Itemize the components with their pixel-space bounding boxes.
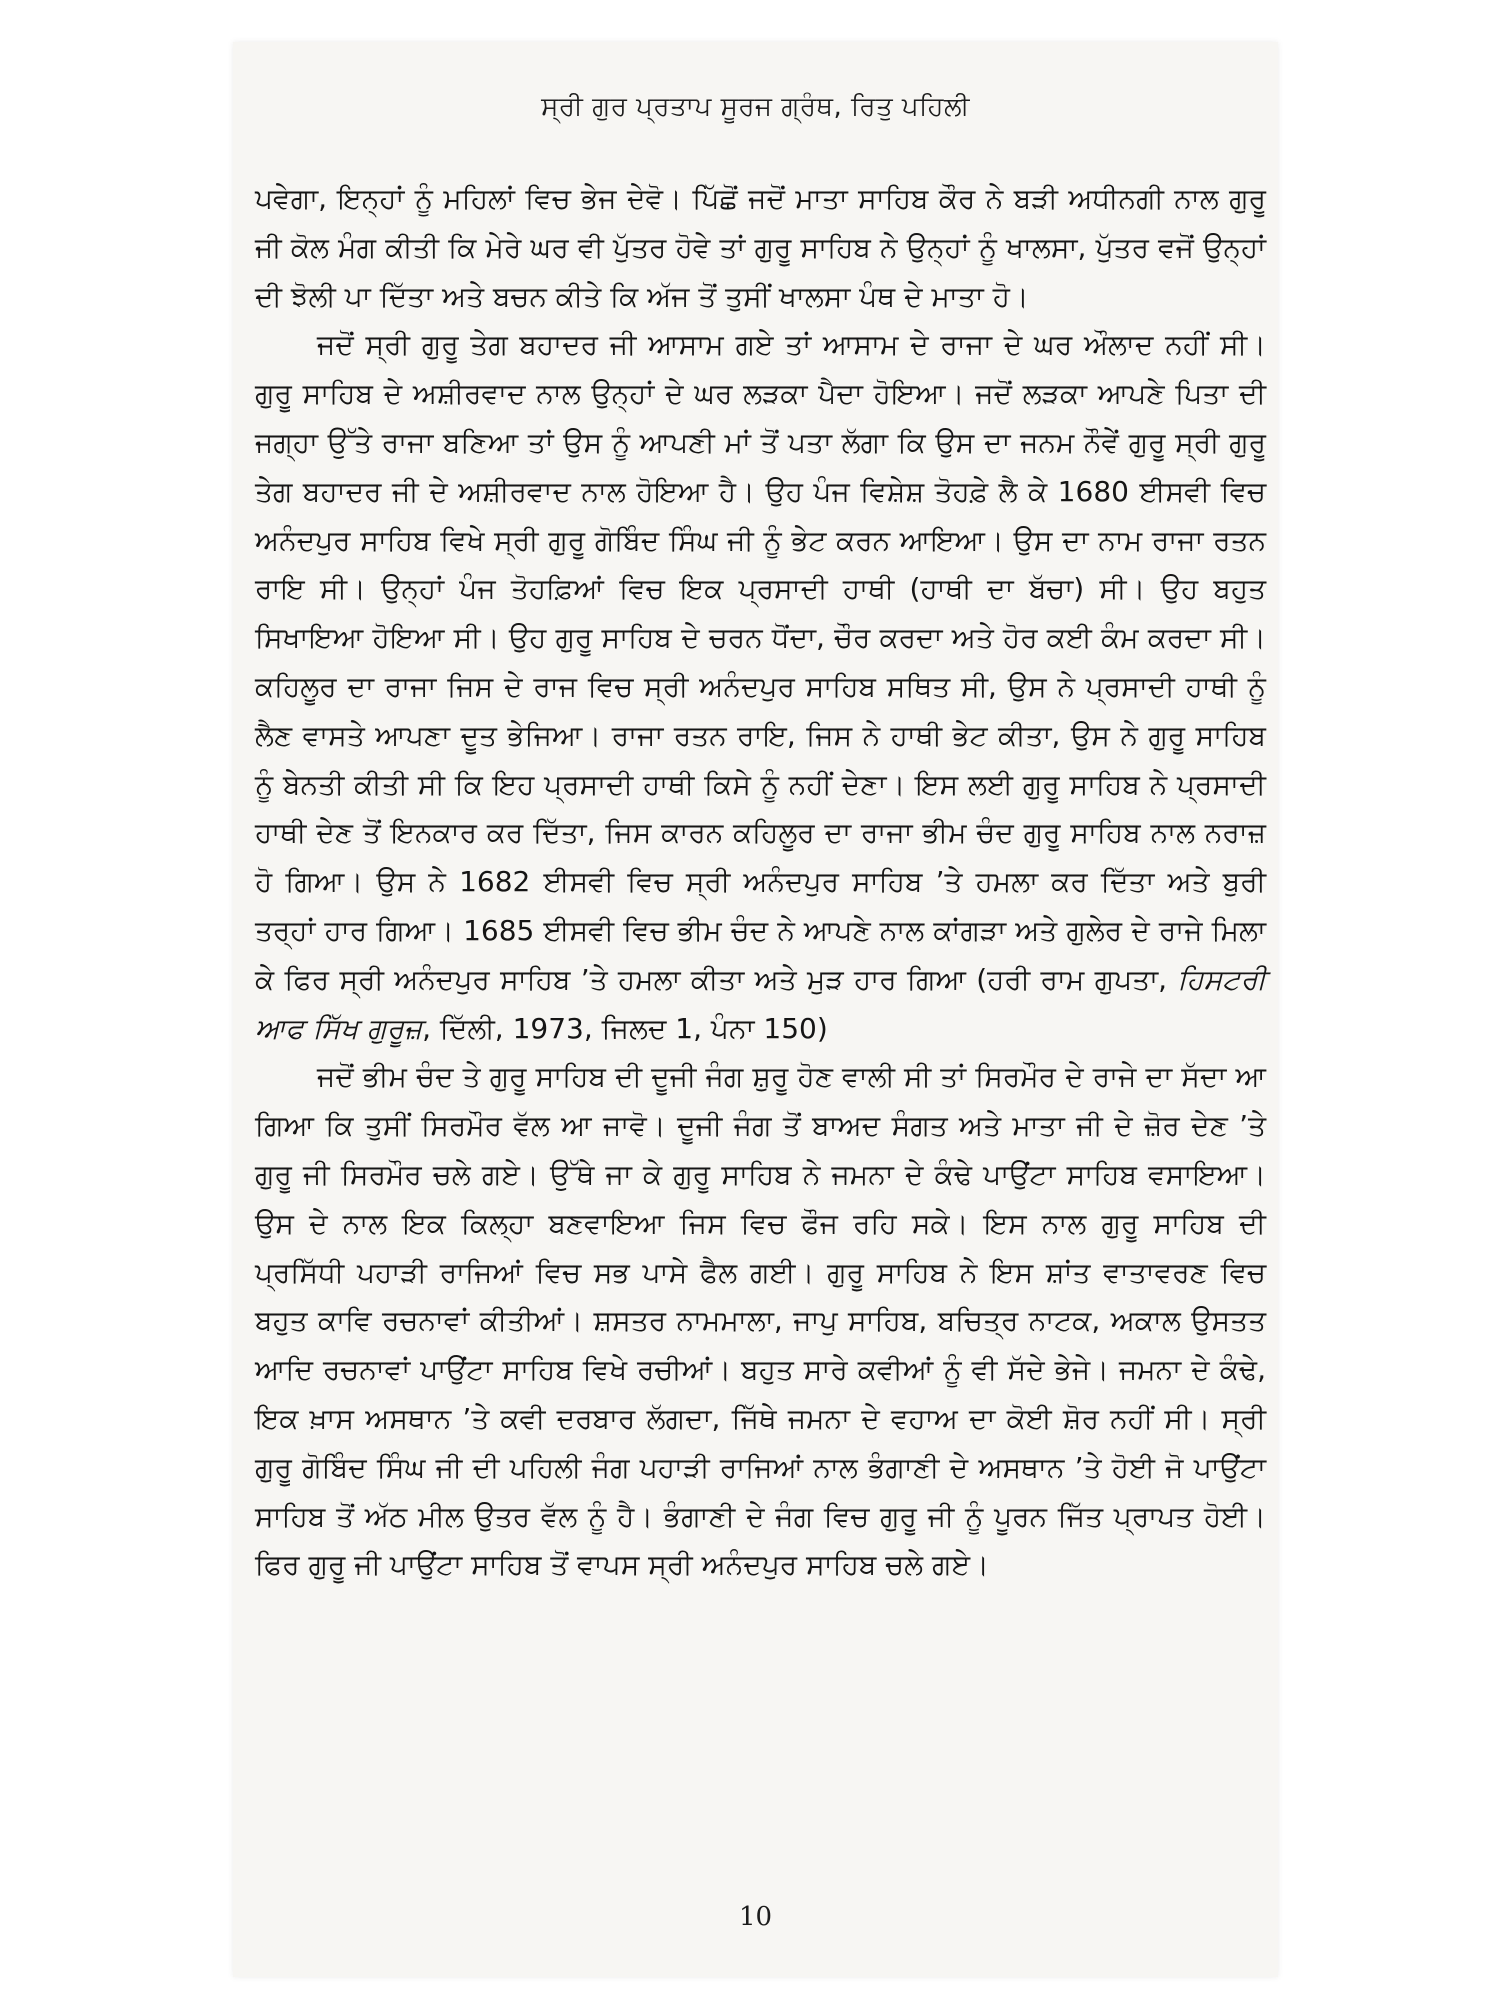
running-header: ਸ੍ਰੀ ਗੁਰ ਪ੍ਰਤਾਪ ਸੂਰਜ ਗ੍ਰੰਥ, ਰਿਤੁ ਪਹਿਲੀ <box>541 92 970 122</box>
paragraph-2 <box>255 321 1266 1053</box>
page-body <box>255 175 1266 1590</box>
page-number: 10 <box>738 1902 773 1932</box>
cited-book-title: ਹਿਸਟਰੀ ਆਫ ਸਿੱਖ ਗੁਰੂਜ਼ <box>255 962 1266 1045</box>
paragraph-2-text: ਜਦੋਂ ਸ੍ਰੀ ਗੁਰੂ ਤੇਗ ਬਹਾਦਰ ਜੀ ਆਸਾਮ ਗਏ ਤਾਂ ਆਸਾਮ ਦੇ ਰਾਜਾ ਦੇ ਘਰ ਔਲਾਦ ਨਹੀਂ ਸੀ। ਗੁਰੂ ਸਾਹਿਬ ਦੇ ਅਸ਼ੀਰਵਾਦ ਨਾਲ ਉਨ੍ਹਾਂ ਦੇ ਘਰ ਲੜਕਾ ਪੈਦਾ ਹੋਇਆ। ਜਦੋਂ ਲੜਕਾ ਆਪਣੇ ਪਿਤਾ ਦੀ ਜਗ੍ਹਾ ਉੱਤੇ ਰਾਜਾ ਬਣਿਆ ਤਾਂ ਉਸ ਨੂੰ ਆਪਣੀ ਮਾਂ ਤੋਂ ਪਤਾ ਲੱਗਾ ਕਿ ਉਸ ਦਾ ਜਨਮ ਨੌਵੇਂ ਗੁਰੂ ਸ੍ਰੀ ਗੁਰੂ ਤੇਗ ਬਹਾਦਰ ਜੀ ਦੇ ਅਸ਼ੀਰਵਾਦ ਨਾਲ ਹੋਇਆ ਹੈ। ਉਹ ਪੰਜ ਵਿਸ਼ੇਸ਼ ਤੋਹਫ਼ੇ ਲੈ ਕੇ 1680 ਈਸਵੀ ਵਿਚ ਅਨੰਦਪੁਰ ਸਾਹਿਬ ਵਿਖੇ ਸ੍ਰੀ ਗੁਰੂ ਗੋਬਿੰਦ ਸਿੰਘ ਜੀ ਨੂੰ ਭੇਟ ਕਰਨ ਆਇਆ। ਉਸ ਦਾ ਨਾਮ ਰਾਜਾ ਰਤਨ ਰਾਇ ਸੀ। ਉਨ੍ਹਾਂ ਪੰਜ ਤੋਹਫ਼ਿਆਂ ਵਿਚ ਇਕ ਪ੍ਰਸਾਦੀ ਹਾਥੀ (ਹਾਥੀ ਦਾ ਬੱਚਾ) ਸੀ। ਉਹ ਬਹੁਤ ਸਿਖਾਇਆ ਹੋਇਆ ਸੀ। ਉਹ ਗੁਰੂ ਸਾਹਿਬ ਦੇ ਚਰਨ ਧੋਂਦਾ, ਚੌਰ ਕਰਦਾ ਅਤੇ ਹੋਰ ਕਈ ਕੰਮ ਕਰਦਾ ਸੀ। ਕਹਿਲੂਰ ਦਾ ਰਾਜਾ ਜਿਸ ਦੇ ਰਾਜ ਵਿਚ ਸ੍ਰੀ ਅਨੰਦਪੁਰ ਸਾਹਿਬ ਸਥਿਤ ਸੀ, ਉਸ ਨੇ ਪ੍ਰਸਾਦੀ ਹਾਥੀ ਨੂੰ ਲੈਣ ਵਾਸਤੇ ਆਪਣਾ ਦੂਤ ਭੇਜਿਆ। ਰਾਜਾ ਰਤਨ ਰਾਇ, ਜਿਸ ਨੇ ਹਾਥੀ ਭੇਟ ਕੀਤਾ, ਉਸ ਨੇ ਗੁਰੂ ਸਾਹਿਬ ਨੂੰ ਬੇਨਤੀ ਕੀਤੀ ਸੀ ਕਿ ਇਹ ਪ੍ਰਸਾਦੀ ਹਾਥੀ ਕਿਸੇ ਨੂੰ ਨਹੀਂ ਦੇਣਾ। ਇਸ ਲਈ ਗੁਰੂ ਸਾਹਿਬ ਨੇ ਪ੍ਰਸਾਦੀ ਹਾਥੀ ਦੇਣ ਤੋਂ ਇਨਕਾਰ ਕਰ ਦਿੱਤਾ, ਜਿਸ ਕਾਰਨ ਕਹਿਲੂਰ ਦਾ ਰਾਜਾ ਭੀਮ ਚੰਦ ਗੁਰੂ ਸਾਹਿਬ ਨਾਲ ਨਰਾਜ਼ ਹੋ ਗਿਆ। ਉਸ ਨੇ 1682 ਈਸਵੀ ਵਿਚ ਸ੍ਰੀ ਅਨੰਦਪੁਰ ਸਾਹਿਬ ’ਤੇ ਹਮਲਾ ਕਰ ਦਿੱਤਾ ਅਤੇ ਬੁਰੀ ਤਰ੍ਹਾਂ ਹਾਰ ਗਿਆ। 1685 ਈਸਵੀ ਵਿਚ ਭੀਮ ਚੰਦ ਨੇ ਆਪਣੇ ਨਾਲ ਕਾਂਗੜਾ ਅਤੇ ਗੁਲੇਰ ਦੇ ਰਾਜੇ ਮਿਲਾ ਕੇ ਫਿਰ ਸ੍ਰੀ ਅਨੰਦਪੁਰ ਸਾਹਿਬ ’ਤੇ ਹਮਲਾ ਕੀਤਾ ਅਤੇ ਮੁੜ ਹਾਰ ਗਿਆ (ਹਰੀ ਰਾਮ ਗੁਪਤਾ, <box>255 328 1266 996</box>
paragraph-1: ਪਵੇਗਾ, ਇਨ੍ਹਾਂ ਨੂੰ ਮਹਿਲਾਂ ਵਿਚ ਭੇਜ ਦੇਵੋ। ਪਿੱਛੋਂ ਜਦੋਂ ਮਾਤਾ ਸਾਹਿਬ ਕੌਰ ਨੇ ਬੜੀ ਅਧੀਨਗੀ ਨਾਲ ਗੁਰੂ ਜੀ ਕੋਲ ਮੰਗ ਕੀਤੀ ਕਿ ਮੇਰੇ ਘਰ ਵੀ ਪੁੱਤਰ ਹੋਵੇ ਤਾਂ ਗੁਰੂ ਸਾਹਿਬ ਨੇ ਉਨ੍ਹਾਂ ਨੂੰ ਖਾਲਸਾ, ਪੁੱਤਰ ਵਜੋਂ ਉਨ੍ਹਾਂ ਦੀ ਝੋਲੀ ਪਾ ਦਿੱਤਾ ਅਤੇ ਬਚਨ ਕੀਤੇ ਕਿ ਅੱਜ ਤੋਂ ਤੁਸੀਂ ਖਾਲਸਾ ਪੰਥ ਦੇ ਮਾਤਾ ਹੋ। <box>255 182 1266 313</box>
paragraph-3: ਜਦੋਂ ਭੀਮ ਚੰਦ ਤੇ ਗੁਰੂ ਸਾਹਿਬ ਦੀ ਦੂਜੀ ਜੰਗ ਸ਼ੁਰੂ ਹੋਣ ਵਾਲੀ ਸੀ ਤਾਂ ਸਿਰਮੌਰ ਦੇ ਰਾਜੇ ਦਾ ਸੱਦਾ ਆ ਗਿਆ ਕਿ ਤੁਸੀਂ ਸਿਰਮੌਰ ਵੱਲ ਆ ਜਾਵੋ। ਦੂਜੀ ਜੰਗ ਤੋਂ ਬਾਅਦ ਸੰਗਤ ਅਤੇ ਮਾਤਾ ਜੀ ਦੇ ਜ਼ੋਰ ਦੇਣ ’ਤੇ ਗੁਰੂ ਜੀ ਸਿਰਮੌਰ ਚਲੇ ਗਏ। ਉੱਥੇ ਜਾ ਕੇ ਗੁਰੂ ਸਾਹਿਬ ਨੇ ਜਮਨਾ ਦੇ ਕੰਢੇ ਪਾਉਂਟਾ ਸਾਹਿਬ ਵਸਾਇਆ। ਉਸ ਦੇ ਨਾਲ ਇਕ ਕਿਲ੍ਹਾ ਬਣਵਾਇਆ ਜਿਸ ਵਿਚ ਫੌਜ ਰਹਿ ਸਕੇ। ਇਸ ਨਾਲ ਗੁਰੂ ਸਾਹਿਬ ਦੀ ਪ੍ਰਸਿੱਧੀ ਪਹਾੜੀ ਰਾਜਿਆਂ ਵਿਚ ਸਭ ਪਾਸੇ ਫੈਲ ਗਈ। ਗੁਰੂ ਸਾਹਿਬ ਨੇ ਇਸ ਸ਼ਾਂਤ ਵਾਤਾਵਰਣ ਵਿਚ ਬਹੁਤ ਕਾਵਿ ਰਚਨਾਵਾਂ ਕੀਤੀਆਂ। ਸ਼ਸਤਰ ਨਾਮਮਾਲਾ, ਜਾਪੁ ਸਾਹਿਬ, ਬਚਿਤ੍ਰ ਨਾਟਕ, ਅਕਾਲ ਉਸਤਤ ਆਦਿ ਰਚਨਾਵਾਂ ਪਾਉਂਟਾ ਸਾਹਿਬ ਵਿਖੇ ਰਚੀਆਂ। ਬਹੁਤ ਸਾਰੇ ਕਵੀਆਂ ਨੂੰ ਵੀ ਸੱਦੇ ਭੇਜੇ। ਜਮਨਾ ਦੇ ਕੰਢੇ, ਇਕ ਖ਼ਾਸ ਅਸਥਾਨ ’ਤੇ ਕਵੀ ਦਰਬਾਰ ਲੱਗਦਾ, ਜਿੱਥੇ ਜਮਨਾ ਦੇ ਵਹਾਅ ਦਾ ਕੋਈ ਸ਼ੋਰ ਨਹੀਂ ਸੀ। ਸ੍ਰੀ ਗੁਰੂ ਗੋਬਿੰਦ ਸਿੰਘ ਜੀ ਦੀ ਪਹਿਲੀ ਜੰਗ ਪਹਾੜੀ ਰਾਜਿਆਂ ਨਾਲ ਭੰਗਾਣੀ ਦੇ ਅਸਥਾਨ ’ਤੇ ਹੋਈ ਜੋ ਪਾਉਂਟਾ ਸਾਹਿਬ ਤੋਂ ਅੱਠ ਮੀਲ ਉਤਰ ਵੱਲ ਨੂੰ ਹੈ। ਭੰਗਾਣੀ ਦੇ ਜੰਗ ਵਿਚ ਗੁਰੂ ਜੀ ਨੂੰ ਪੂਰਨ ਜਿੱਤ ਪ੍ਰਾਪਤ ਹੋਈ। ਫਿਰ ਗੁਰੂ ਜੀ ਪਾਉਂਟਾ ਸਾਹਿਬ ਤੋਂ ਵਾਪਸ ਸ੍ਰੀ ਅਨੰਦਪੁਰ ਸਾਹਿਬ ਚਲੇ ਗਏ। <box>255 1060 1266 1582</box>
citation-details: , ਦਿੱਲੀ, 1973, ਜਿਲਦ 1, ਪੰਨਾ 150) <box>422 1011 828 1045</box>
book-page <box>233 42 1278 1977</box>
